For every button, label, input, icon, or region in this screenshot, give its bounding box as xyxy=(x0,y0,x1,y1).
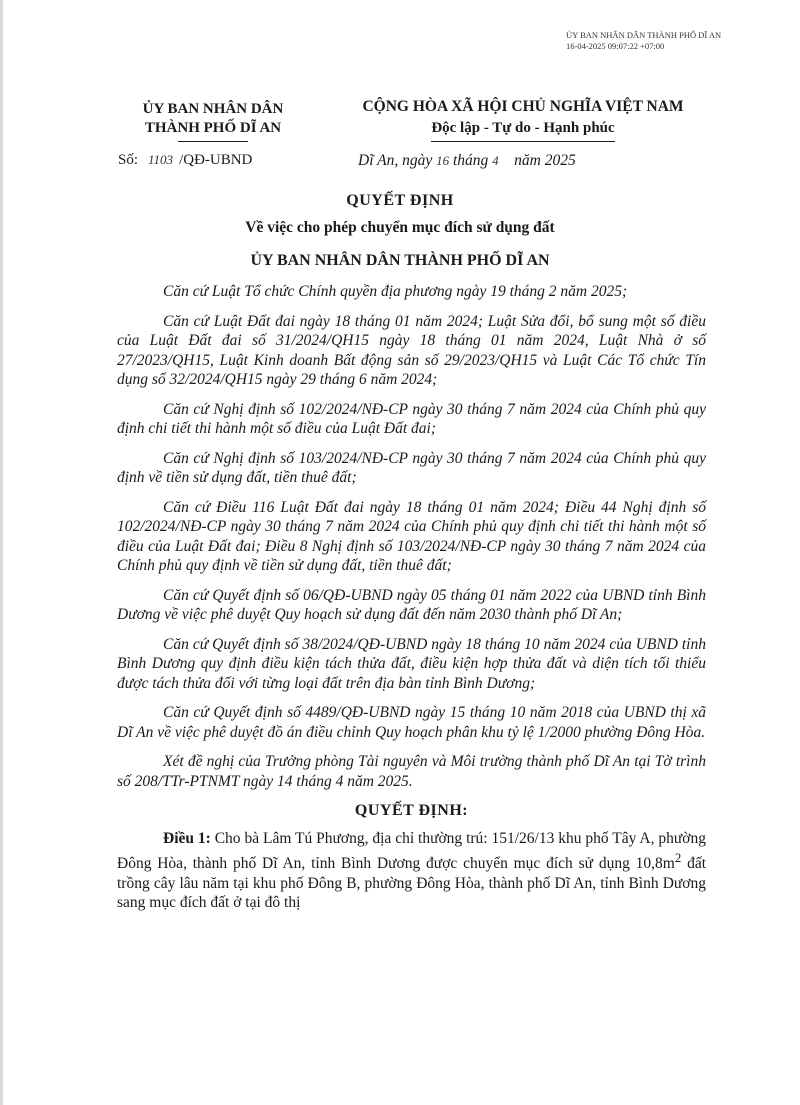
basis-paragraph: Căn cứ Nghị định số 102/2024/NĐ-CP ngày 30 tháng 7 năm 2024 của Chính phủ quy định chi tiết thi hành một số điều của Luật Đất đai; xyxy=(117,400,706,437)
date-day: 16 xyxy=(436,153,450,168)
scan-edge xyxy=(0,0,3,1105)
decision-subject: Về việc cho phép chuyển mục đích sử dụng đất xyxy=(245,219,555,236)
date-year: năm 2025 xyxy=(514,152,576,169)
basis-paragraph: Căn cứ Luật Tổ chức Chính quyền địa phương ngày 19 tháng 2 năm 2025; xyxy=(163,283,628,300)
agency-line-2: THÀNH PHỐ DĨ AN xyxy=(144,120,282,136)
number-suffix: /QĐ-UBND xyxy=(179,152,253,168)
number-prefix: Số: xyxy=(118,152,139,168)
digital-signature-stamp xyxy=(566,30,791,52)
national-heading xyxy=(328,96,718,142)
decision-heading: QUYẾT ĐỊNH: xyxy=(354,802,469,819)
stamp-signer: ỦY BAN NHÂN DÂN THÀNH PHỐ DĨ AN xyxy=(566,30,722,40)
place-text: Dĩ An, ngày xyxy=(358,152,433,169)
basis-paragraph: Căn cứ Luật Đất đai ngày 18 tháng 01 năm 2024; Luật Sửa đổi, bổ sung một số điều của Luật Đất đai số 31/2024/QH15 ngày 18 tháng 01 năm 2024, Luật Nhà ở số 27/2023/QH15, Luật Kinh doanh Bất động sản số 29/2023/QH15 và Luật Các Tổ chức Tín dụng số 32/2024/QH15 ngày 29 tháng 6 năm 2024; xyxy=(117,312,706,388)
issuing-authority: ỦY BAN NHÂN DÂN THÀNH PHỐ DĨ AN xyxy=(250,252,550,269)
agency-line-1: ỦY BAN NHÂN DÂN xyxy=(142,101,284,117)
place-date xyxy=(358,152,576,170)
national-motto: Độc lập - Tự do - Hạnh phúc xyxy=(431,118,614,142)
issuing-agency xyxy=(118,100,308,142)
date-month: 4 xyxy=(492,153,499,168)
article-1-sup: 2 xyxy=(674,850,682,865)
basis-paragraph: Căn cứ Nghị định số 103/2024/NĐ-CP ngày 30 tháng 7 năm 2024 của Chính phủ quy định về tiền sử dụng đất, tiền thuê đất; xyxy=(117,449,706,486)
basis-paragraph: Căn cứ Quyết định số 4489/QĐ-UBND ngày 15 tháng 10 năm 2018 của UBND thị xã Dĩ An về việc phê duyệt đồ án điều chỉnh Quy hoạch phân khu tỷ lệ 1/2000 phường Đông Hòa. xyxy=(117,704,706,741)
article-1 xyxy=(117,829,706,913)
basis-paragraph: Căn cứ Điều 116 Luật Đất đai ngày 18 tháng 01 năm 2024; Điều 44 Nghị định số 102/2024/NĐ-CP ngày 30 tháng 7 năm 2024 của Chính phủ quy định chi tiết thi hành một số điều của Luật Đất đai; Điều 8 Nghị định số 103/2024/NĐ-CP ngày 30 tháng 7 năm 2024 của Chính phủ quy định về tiền sử dụng đất, tiền thuê đất; xyxy=(117,498,706,574)
agency-underline xyxy=(178,141,248,142)
decision-title: QUYẾT ĐỊNH xyxy=(346,192,454,209)
article-1-text-a: Cho bà Lâm Tú Phương, địa chỉ thường trú: 151/26/13 khu phố Tây A, phường Đông Hòa, thành phố Dĩ An, tỉnh Bình Dương được chuyển mục đích sử dụng 10,8m xyxy=(117,829,706,873)
month-word: tháng xyxy=(452,152,489,169)
article-1-label: Điều 1: xyxy=(163,829,211,847)
nation-name: CỘNG HÒA XÃ HỘI CHỦ NGHĨA VIỆT NAM xyxy=(362,98,684,115)
basis-paragraph: Xét đề nghị của Trưởng phòng Tài nguyên và Môi trường thành phố Dĩ An tại Tờ trình số 208/TTr-PTNMT ngày 14 tháng 4 năm 2025. xyxy=(117,753,706,790)
basis-paragraph: Căn cứ Quyết định số 06/QĐ-UBND ngày 05 tháng 01 năm 2022 của UBND tỉnh Bình Dương về việc phê duyệt Quy hoạch sử dụng đất đến năm 2030 thành phố Dĩ An; xyxy=(117,586,706,623)
basis-paragraph: Căn cứ Quyết định số 38/2024/QĐ-UBND ngày 18 tháng 10 năm 2024 của UBND tỉnh Bình Dương quy định điều kiện tách thửa đất, điều kiện hợp thửa đất và diện tích tối thiểu được tách thửa đối với từng loại đất trên địa bàn tỉnh Bình Dương; xyxy=(117,635,706,692)
article-1-text-b: đất trồng cây lâu năm tại khu phố Đông B, phường Đông Hòa, thành phố Dĩ An, tỉnh Bình Dương sang mục đích đất ở tại đô thị xyxy=(117,855,707,912)
number-handwritten: 1103 xyxy=(148,152,174,167)
stamp-timestamp: 16-04-2025 09:07:22 +07:00 xyxy=(566,41,665,51)
document-number xyxy=(118,152,252,169)
document-body xyxy=(117,282,706,913)
